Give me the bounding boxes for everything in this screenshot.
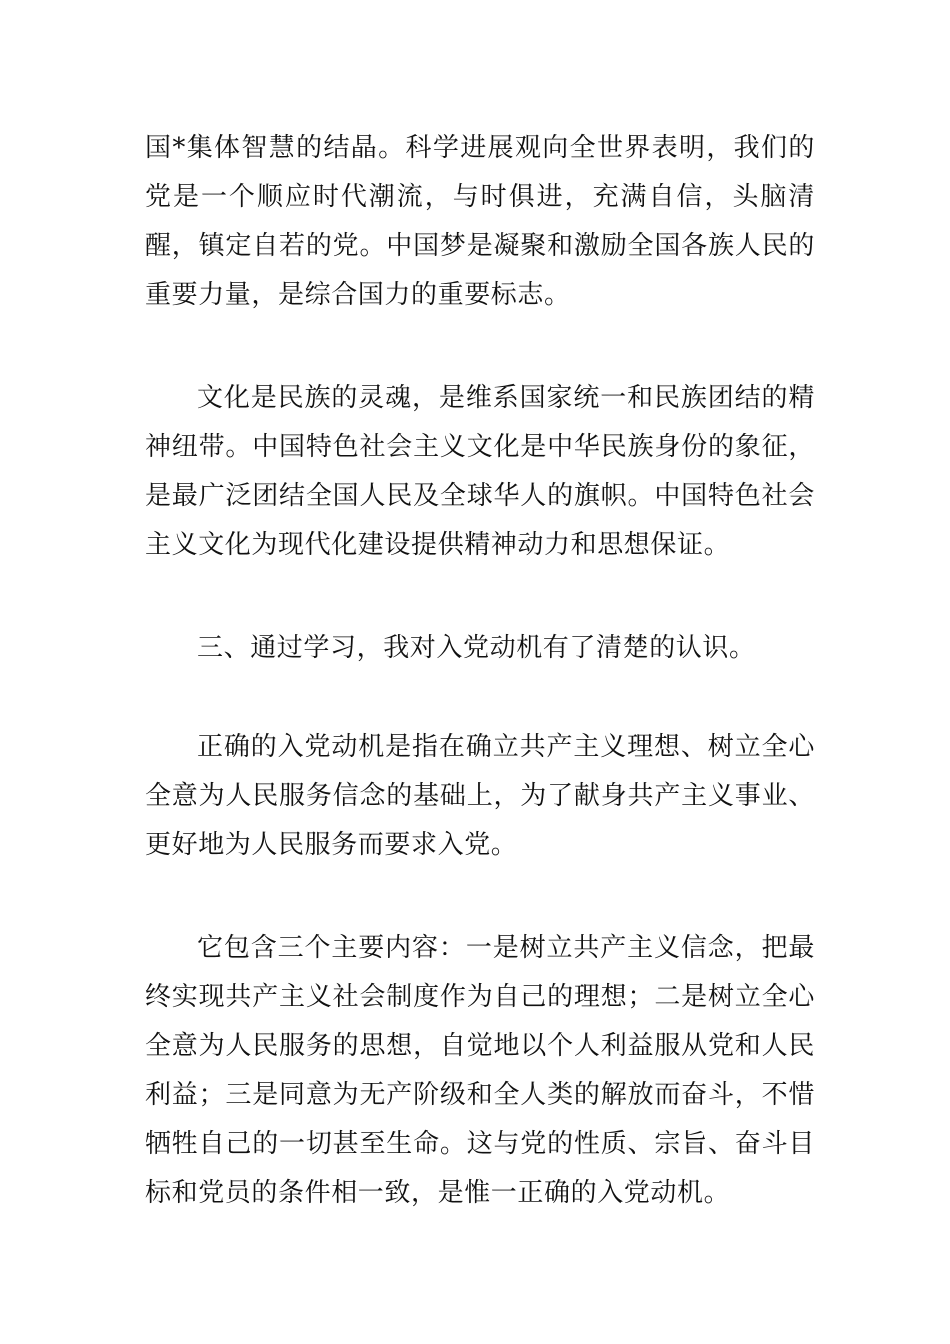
- paragraph-continuation: 国*集体智慧的结晶。科学进展观向全世界表明，我们的党是一个顺应时代潮流，与时俱进，充满自信，头脑清醒，镇定自若的党。中国梦是凝聚和激励全国各族人民的重要力量，是综合国力的重要标志。: [145, 133, 815, 310]
- paragraph-three-contents: 它包含三个主要内容：一是树立共产主义信念，把最终实现共产主义社会制度作为自己的理想；二是树立全心全意为人民服务的思想，自觉地以个人利益服从党和人民利益；三是同意为无产阶级和全人类的解放而奋斗，不惜牺牲自己的一切甚至生命。这与党的性质、宗旨、奋斗目标和党员的条件相一致，是惟一正确的入党动机。: [145, 933, 815, 1208]
- section-heading-three: 三、通过学习，我对入党动机有了清楚的认识。: [197, 633, 756, 663]
- paragraph-culture: 文化是民族的灵魂，是维系国家统一和民族团结的精神纽带。中国特色社会主义文化是中华民族身份的象征，是最广泛团结全国人民及全球华人的旗帜。中国特色社会主义文化为现代化建设提供精神动力和思想保证。: [145, 383, 815, 560]
- paragraph-correct-motive: 正确的入党动机是指在确立共产主义理想、树立全心全意为人民服务信念的基础上，为了献身共产主义事业、更好地为人民服务而要求入党。: [145, 732, 815, 860]
